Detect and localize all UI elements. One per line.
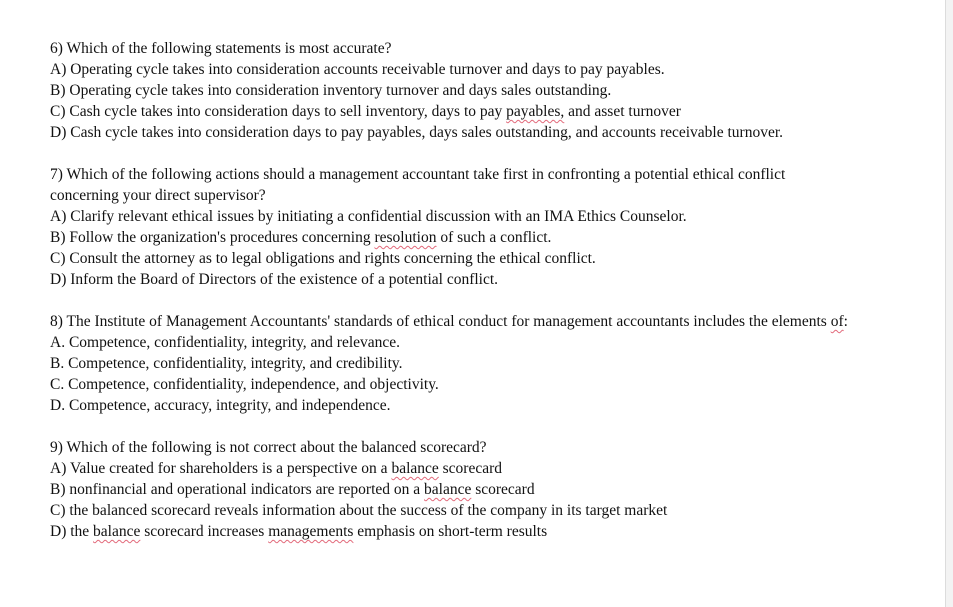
question-prompt	[50, 311, 850, 332]
question-prompt	[50, 437, 850, 458]
answer-option	[50, 80, 850, 101]
text-run: 7) Which of the following actions should a management accountant take first in confronting a potential ethical conflict concerning your direct supervisor?	[50, 166, 786, 204]
text-run: emphasis on short-term results	[353, 523, 548, 540]
text-run: C. Competence, confidentiality, independence, and objectivity.	[50, 376, 439, 393]
text-run: scorecard increases	[140, 523, 269, 540]
text-run: of such a conflict.	[436, 229, 552, 246]
text-run: A) Value created for shareholders is a perspective on a	[50, 460, 392, 477]
text-run: B) nonfinancial and operational indicators are reported on a	[50, 481, 425, 498]
text-run: B. Competence, confidentiality, integrity, and credibility.	[50, 355, 403, 372]
answer-option	[50, 479, 850, 500]
text-run: C) the balanced scorecard reveals information about the success of the company in its target market	[50, 502, 668, 519]
answer-option	[50, 122, 850, 143]
document-body[interactable]	[50, 38, 850, 563]
text-run: C) Cash cycle takes into consideration days to sell inventory, days to pay	[50, 103, 507, 120]
text-run: A) Clarify relevant ethical issues by initiating a confidential discussion with an IMA Ethics Counselor.	[50, 208, 687, 225]
text-run: D) the	[50, 523, 94, 540]
spellcheck-flagged-word: balance	[391, 460, 439, 477]
text-run: A) Operating cycle takes into consideration accounts receivable turnover and days to pay payables.	[50, 61, 665, 78]
question-block	[50, 311, 850, 416]
text-run: 9) Which of the following is not correct about the balanced scorecard?	[50, 439, 487, 456]
text-run: B) Operating cycle takes into consideration inventory turnover and days sales outstanding.	[50, 82, 612, 99]
question-prompt	[50, 38, 850, 59]
answer-option	[50, 500, 850, 521]
text-run: scorecard	[471, 481, 535, 498]
text-run: and asset turnover	[564, 103, 681, 120]
text-run: C) Consult the attorney as to legal obligations and rights concerning the ethical conflict.	[50, 250, 596, 267]
text-run: D) Inform the Board of Directors of the existence of a potential conflict.	[50, 271, 499, 288]
text-run: D. Competence, accuracy, integrity, and independence.	[50, 397, 391, 414]
spellcheck-flagged-word: balance	[93, 523, 141, 540]
text-run: scorecard	[438, 460, 503, 477]
question-block	[50, 437, 850, 542]
spellcheck-flagged-word: resolution	[374, 229, 437, 246]
text-run: :	[843, 313, 848, 330]
answer-option	[50, 227, 850, 248]
answer-option	[50, 374, 850, 395]
window-edge	[945, 0, 953, 607]
answer-option	[50, 59, 850, 80]
spellcheck-flagged-word: payables,	[506, 103, 565, 120]
answer-option	[50, 269, 850, 290]
answer-option	[50, 101, 850, 122]
question-block	[50, 38, 850, 143]
text-run: A. Competence, confidentiality, integrity, and relevance.	[50, 334, 401, 351]
answer-option	[50, 458, 850, 479]
answer-option	[50, 248, 850, 269]
spellcheck-flagged-word: balance	[424, 481, 472, 498]
text-run: 8) The Institute of Management Accountants' standards of ethical conduct for management accountants includes the elements	[50, 313, 831, 330]
answer-option	[50, 332, 850, 353]
answer-option	[50, 521, 850, 542]
answer-option	[50, 353, 850, 374]
spellcheck-flagged-word: managements	[268, 523, 354, 540]
text-run: B) Follow the organization's procedures concerning	[50, 229, 375, 246]
question-prompt	[50, 164, 850, 206]
spellcheck-flagged-word: of	[830, 313, 844, 330]
text-run: 6) Which of the following statements is most accurate?	[50, 40, 392, 57]
answer-option	[50, 206, 850, 227]
text-run: D) Cash cycle takes into consideration days to pay payables, days sales outstanding, and accounts receivable turnover.	[50, 124, 784, 141]
answer-option	[50, 395, 850, 416]
question-block	[50, 164, 850, 290]
